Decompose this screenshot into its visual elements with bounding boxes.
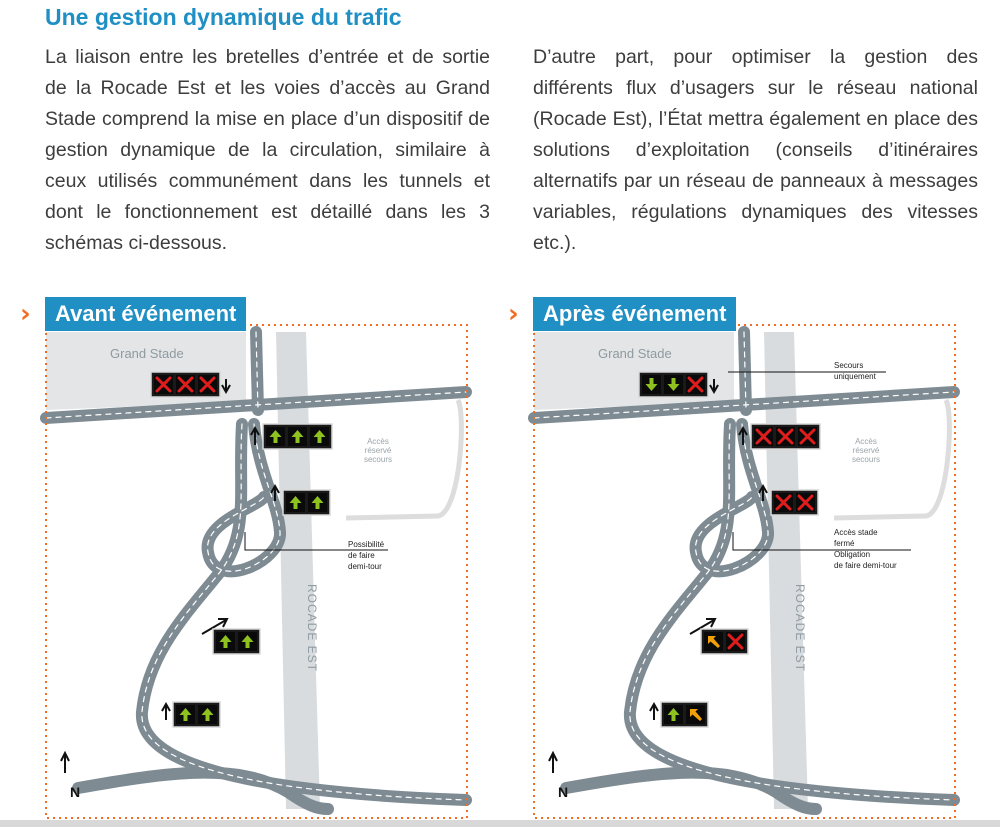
- access-label-line-3: secours: [363, 455, 393, 464]
- access-label-line-1: Accès: [367, 437, 389, 446]
- green-arrow-up-icon: [308, 493, 327, 512]
- red-cross-icon: [798, 427, 817, 446]
- signal-panel-lower-entrance: [173, 702, 220, 727]
- red-cross-icon: [176, 375, 195, 394]
- intro-paragraph-left: La liaison entre les bretelles d’entrée et de sortie de la Rocade Est et les voies d’accès au Grand Stade comprend la mise en place d’un dispositif de gestion dynamique de la circulation, similaire à ceux utilisés communément dans les tunnels et dont le fonctionnement est détaillé dans les 3 schémas ci-dessous.: [45, 46, 490, 254]
- green-arrow-up-icon: [198, 705, 217, 724]
- green-arrow-up-icon: [286, 493, 305, 512]
- signal-panel-loop-entrance: [213, 629, 260, 654]
- green-arrow-up-icon: [176, 705, 195, 724]
- page-bottom-scrollbar: [0, 820, 1000, 827]
- stadium-label: Grand Stade: [110, 346, 184, 361]
- map-before-event: [18, 292, 474, 820]
- signal-panel-top-entrance: [263, 424, 332, 449]
- signal-panel-stadium-exit: [639, 372, 708, 397]
- annotation-line-1: Possibilité: [348, 540, 385, 549]
- access-label-line-3: secours: [851, 455, 881, 464]
- access-label-line-2: réservé: [852, 446, 880, 455]
- annotation-line-3: Accès stade: [834, 528, 878, 537]
- north-label: N: [70, 784, 81, 800]
- red-cross-icon: [154, 375, 173, 394]
- chevron-right-icon: ›: [508, 299, 519, 329]
- green-arrow-up-icon: [288, 427, 307, 446]
- signal-panel-loop-entrance: [701, 629, 748, 654]
- signal-panel-stadium-exit: [151, 372, 220, 397]
- annotation-line-2: de faire: [348, 551, 375, 560]
- red-cross-icon: [774, 493, 793, 512]
- red-cross-icon: [686, 375, 705, 394]
- diagram-before-event: [18, 292, 474, 820]
- red-cross-icon: [754, 427, 773, 446]
- green-arrow-down-icon: [664, 375, 683, 394]
- annotation-line-3: demi-tour: [348, 562, 382, 571]
- signal-panel-mid-entrance: [771, 490, 818, 515]
- panel-title-after-event: Après événement: [533, 297, 736, 331]
- annotation-line-6: de faire demi-tour: [834, 561, 897, 570]
- annotation-line-2: uniquement: [834, 372, 876, 381]
- chevron-right-icon: ›: [20, 299, 31, 329]
- signal-panel-lower-entrance: [661, 702, 708, 727]
- green-arrow-up-icon: [664, 705, 683, 724]
- red-cross-icon: [726, 632, 745, 651]
- signal-panel-mid-entrance: [283, 490, 330, 515]
- access-label-line-1: Accès: [855, 437, 877, 446]
- green-arrow-up-icon: [266, 427, 285, 446]
- intro-paragraph-right: D’autre part, pour optimiser la gestion des différents flux d’usagers sur le réseau national (Rocade Est), l’État mettra également en place des solutions d’exploitation (conseils d’itinéraires alternatifs par un réseau de panneaux à messages variables, régulations dynamiques des vitesses etc.).: [533, 46, 978, 254]
- annotation-line-1: Secours: [834, 361, 864, 370]
- signal-panel-top-entrance: [751, 424, 820, 449]
- road-label: ROCADE EST: [305, 584, 319, 673]
- access-label-line-2: réservé: [364, 446, 392, 455]
- diagram-after-event: [506, 292, 962, 820]
- north-label: N: [558, 784, 569, 800]
- green-arrow-up-icon: [216, 632, 235, 651]
- amber-arrow-diagonal-icon: [704, 632, 723, 651]
- red-cross-icon: [198, 375, 217, 394]
- panel-title-before-event: Avant événement: [45, 297, 246, 331]
- map-after-event: [506, 292, 962, 820]
- green-arrow-up-icon: [310, 427, 329, 446]
- road-label: ROCADE EST: [793, 584, 807, 673]
- green-arrow-up-icon: [238, 632, 257, 651]
- red-cross-icon: [776, 427, 795, 446]
- red-cross-icon: [796, 493, 815, 512]
- stadium-label: Grand Stade: [598, 346, 672, 361]
- page-title: Une gestion dynamique du trafic: [45, 4, 402, 30]
- annotation-line-4: fermé: [834, 539, 855, 548]
- green-arrow-down-icon: [642, 375, 661, 394]
- amber-arrow-diagonal-icon: [686, 705, 705, 724]
- annotation-line-5: Obligation: [834, 550, 871, 559]
